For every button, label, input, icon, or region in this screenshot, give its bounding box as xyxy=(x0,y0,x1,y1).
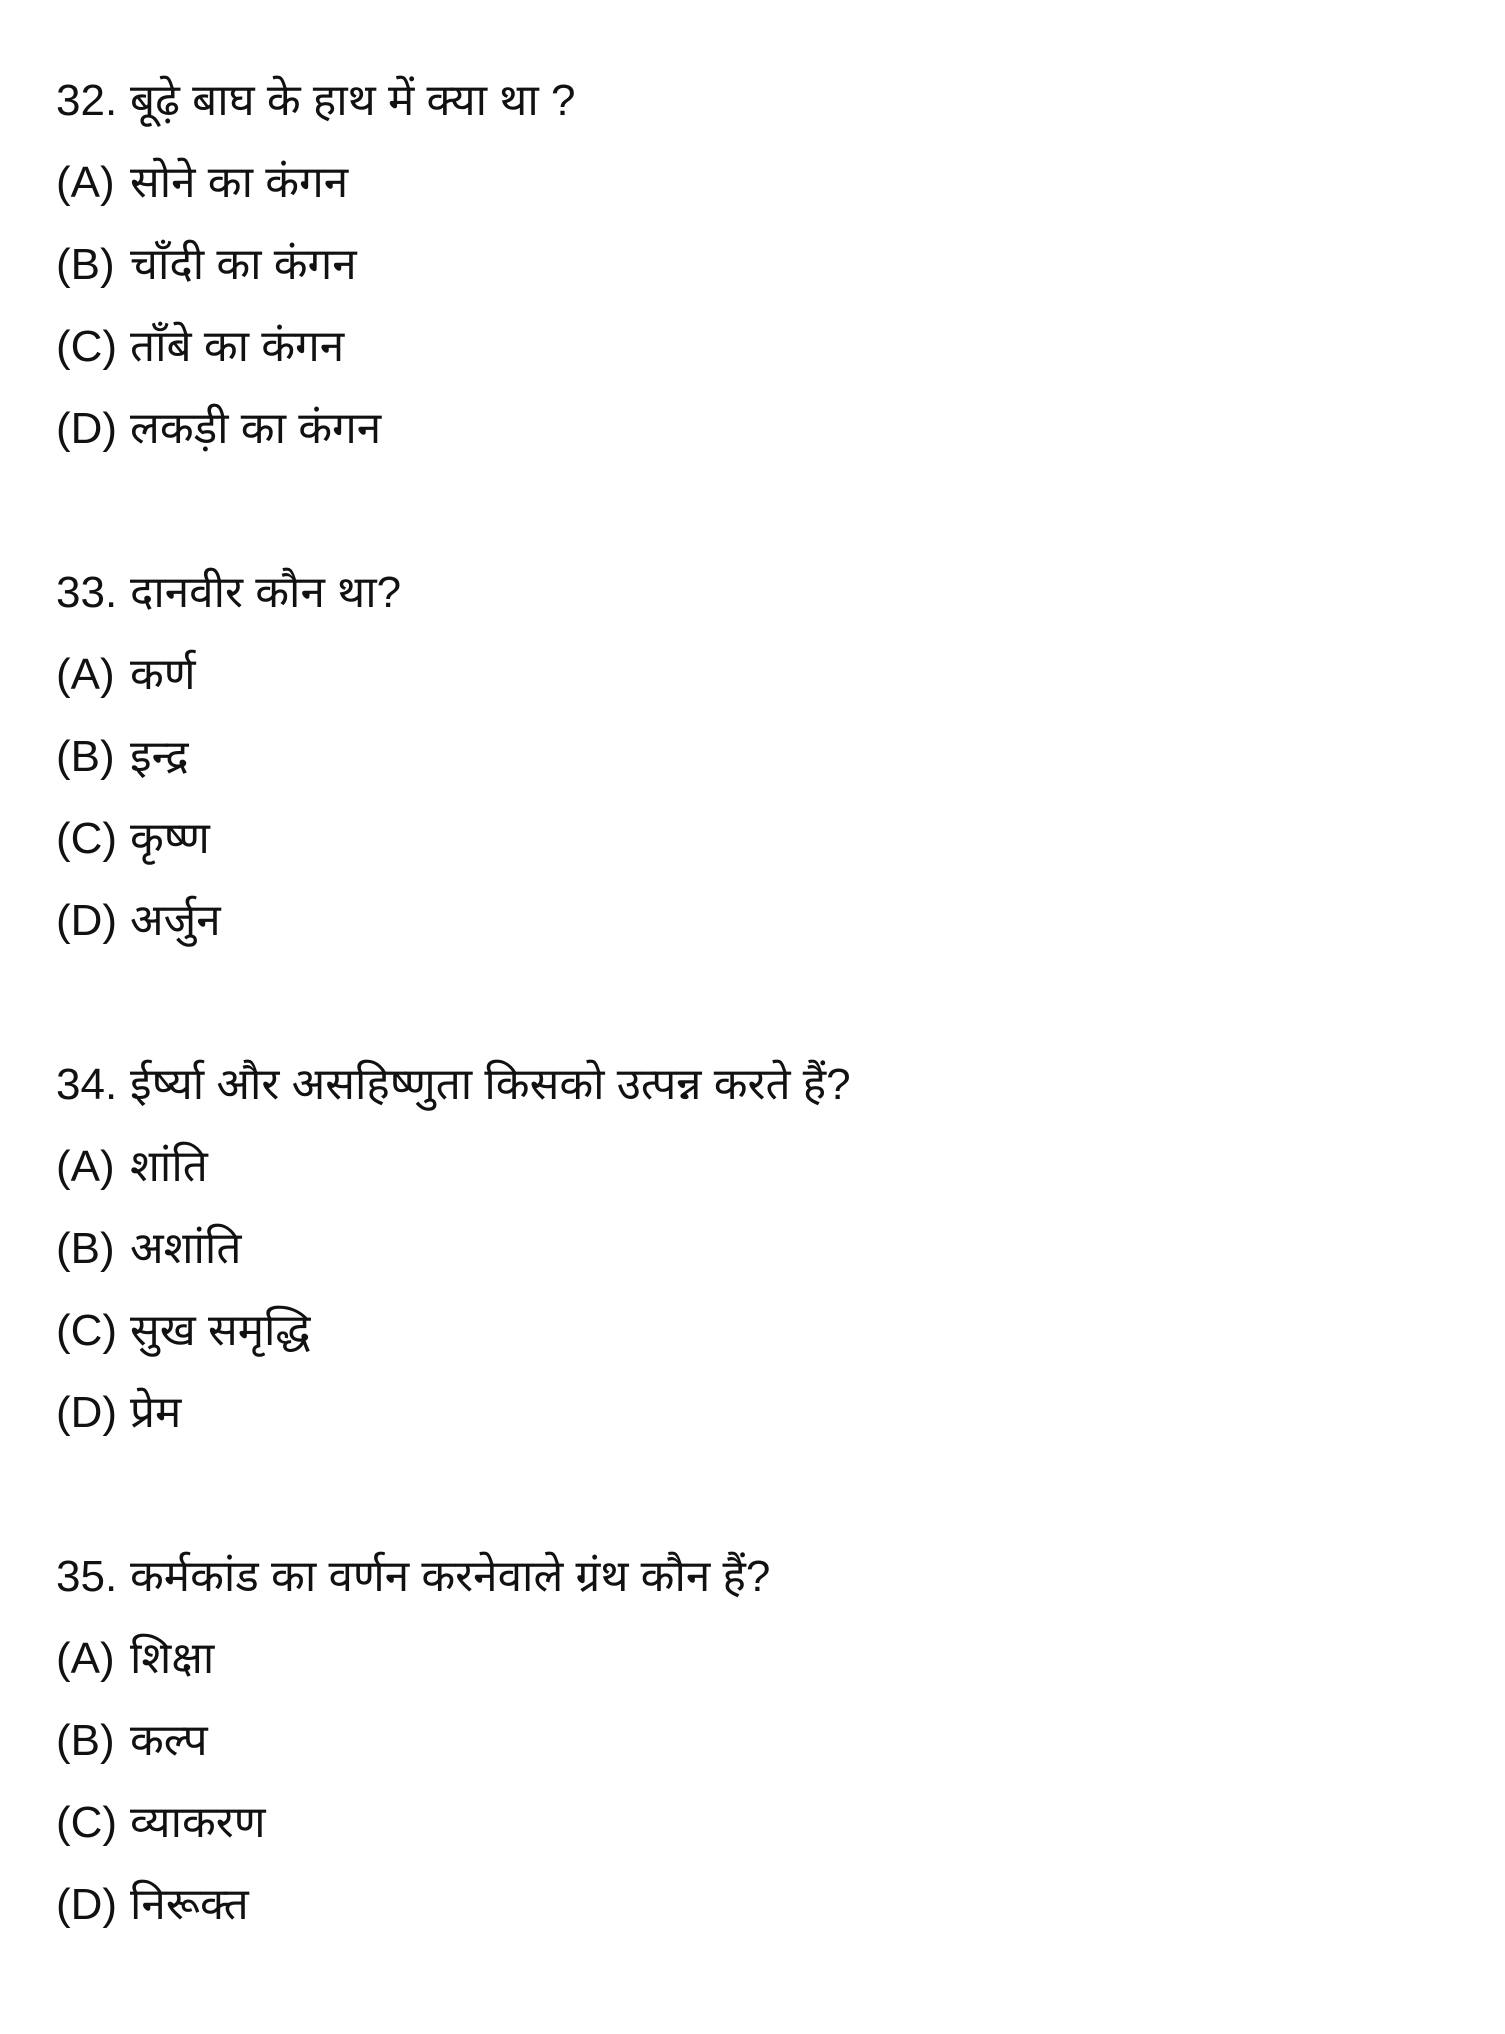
option-text: शांति xyxy=(130,1142,208,1191)
option-line xyxy=(56,1208,1476,1290)
option-line xyxy=(56,1782,1476,1864)
option-text: कर्ण xyxy=(130,650,196,699)
question-block xyxy=(56,552,1476,962)
option-text: अर्जुन xyxy=(130,896,221,945)
option-line xyxy=(56,1700,1476,1782)
option-line xyxy=(56,1864,1476,1946)
option-text: सोने का कंगन xyxy=(130,158,349,207)
option-label: (C) xyxy=(56,1306,118,1355)
option-line xyxy=(56,306,1476,388)
option-text: निरूक्त xyxy=(130,1880,249,1929)
option-text: चाँदी का कंगन xyxy=(130,240,357,289)
option-label: (B) xyxy=(56,1224,115,1273)
option-line xyxy=(56,880,1476,962)
question-block xyxy=(56,1044,1476,1454)
option-line xyxy=(56,716,1476,798)
option-line xyxy=(56,1618,1476,1700)
question-block xyxy=(56,60,1476,470)
question-text: बूढ़े बाघ के हाथ में क्या था ? xyxy=(130,76,576,125)
option-label: (C) xyxy=(56,814,118,863)
question-line xyxy=(56,1044,1476,1126)
option-line xyxy=(56,798,1476,880)
question-number: 33. xyxy=(56,568,118,617)
question-number: 35. xyxy=(56,1552,118,1601)
option-line xyxy=(56,1372,1476,1454)
question-page xyxy=(56,60,1476,2028)
option-text: अशांति xyxy=(130,1224,242,1273)
question-number: 34. xyxy=(56,1060,118,1109)
option-text: सुख समृद्धि xyxy=(130,1306,311,1355)
question-text: कर्मकांड का वर्णन करनेवाले ग्रंथ कौन हैं? xyxy=(130,1552,771,1601)
question-text: ईर्ष्या और असहिष्णुता किसको उत्पन्न करते हैं? xyxy=(130,1060,851,1109)
option-text: इन्द्र xyxy=(130,732,189,781)
option-label: (B) xyxy=(56,1716,115,1765)
option-label: (D) xyxy=(56,1388,118,1437)
option-label: (A) xyxy=(56,1142,115,1191)
option-line xyxy=(56,1126,1476,1208)
option-line xyxy=(56,634,1476,716)
option-text: प्रेम xyxy=(130,1388,182,1437)
question-line xyxy=(56,552,1476,634)
option-label: (A) xyxy=(56,158,115,207)
option-label: (D) xyxy=(56,896,118,945)
question-text: दानवीर कौन था? xyxy=(130,568,402,617)
option-label: (A) xyxy=(56,1634,115,1683)
option-label: (A) xyxy=(56,650,115,699)
question-line xyxy=(56,1536,1476,1618)
option-label: (B) xyxy=(56,732,115,781)
question-number: 32. xyxy=(56,76,118,125)
option-label: (D) xyxy=(56,1880,118,1929)
option-label: (C) xyxy=(56,322,118,371)
option-line xyxy=(56,224,1476,306)
option-label: (B) xyxy=(56,240,115,289)
option-line xyxy=(56,388,1476,470)
option-text: ताँबे का कंगन xyxy=(130,322,345,371)
option-line xyxy=(56,142,1476,224)
question-line xyxy=(56,60,1476,142)
option-text: लकड़ी का कंगन xyxy=(130,404,382,453)
option-text: कृष्ण xyxy=(130,814,210,863)
option-line xyxy=(56,1290,1476,1372)
option-label: (D) xyxy=(56,404,118,453)
option-text: व्याकरण xyxy=(130,1798,266,1847)
question-block xyxy=(56,1536,1476,1946)
option-label: (C) xyxy=(56,1798,118,1847)
option-text: शिक्षा xyxy=(130,1634,215,1683)
option-text: कल्प xyxy=(130,1716,208,1765)
